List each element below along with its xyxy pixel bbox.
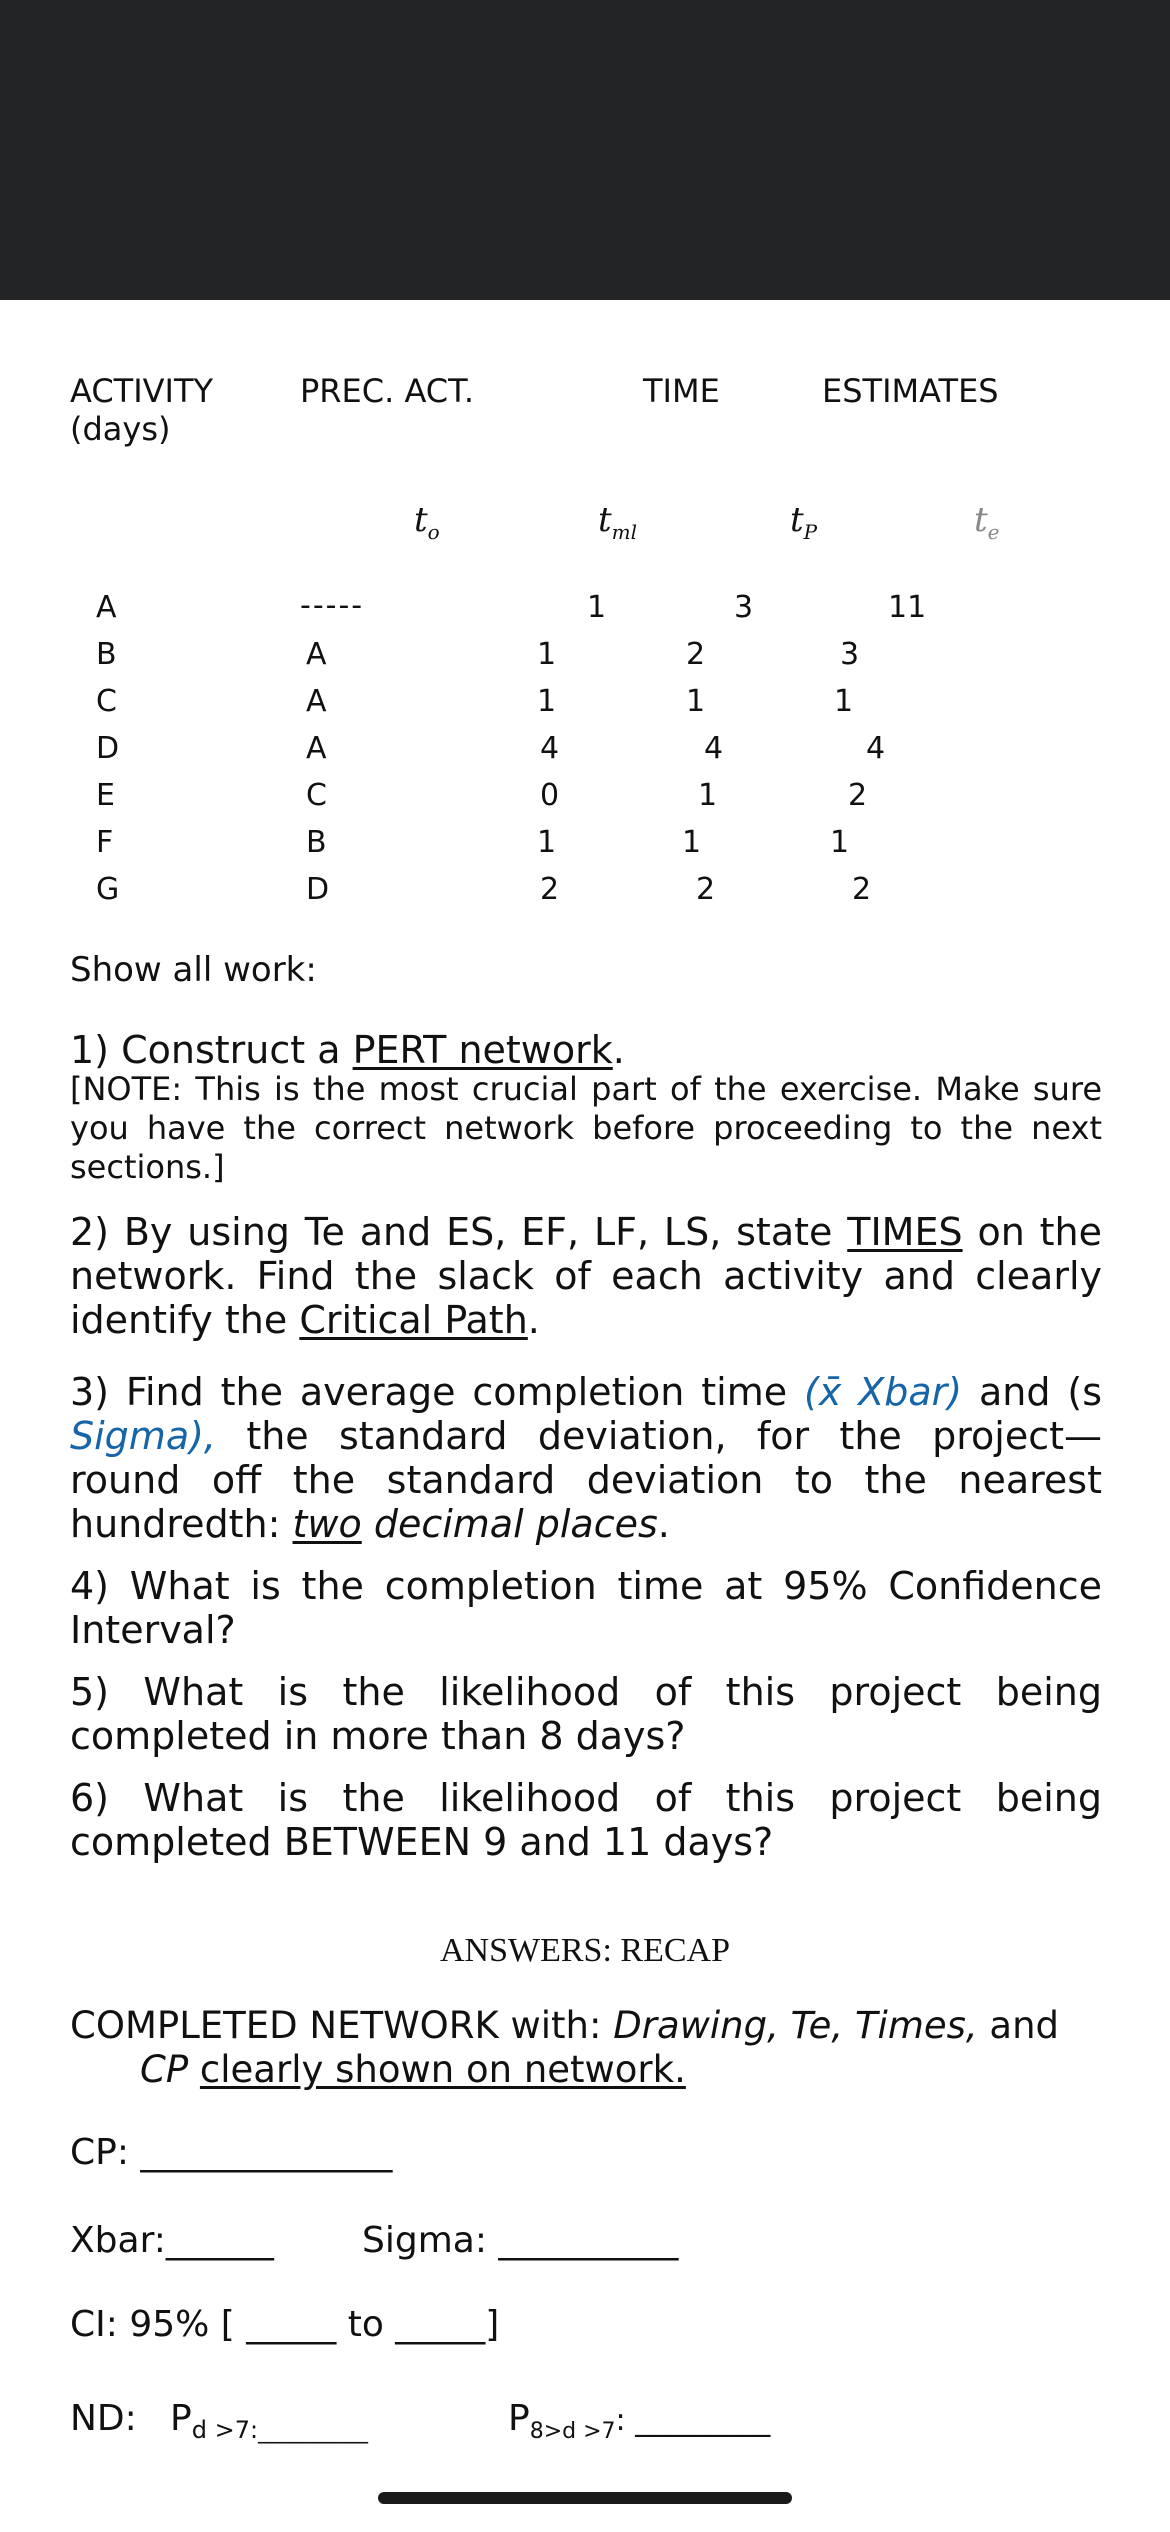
table-cell-tml: 1 (698, 778, 718, 813)
answer-cp: CP: ______________ (70, 2132, 393, 2173)
table-cell-to: 1 (537, 825, 557, 860)
subheader-tml: $t_{ml}$ (598, 500, 638, 544)
home-indicator[interactable] (378, 2492, 792, 2504)
table-cell-activity: G (96, 872, 120, 907)
header-prec-act: PREC. ACT. (300, 372, 475, 410)
question-3: 3) Find the average completion time (x̄ Xbar) and (s Sigma), the standard deviation, for the project— round off the standard deviation to the nearest hundredth: two decimal places. (70, 1370, 1102, 1546)
answer-xbar: Xbar:______ (70, 2220, 274, 2261)
header-days: (days) (70, 410, 171, 448)
table-cell-to: 1 (537, 684, 557, 719)
question-2: 2) By using Te and ES, EF, LF, LS, state TIMES on the network. Find the slack of each activity and clearly identify the Critical Path. (70, 1210, 1102, 1342)
table-cell-tml: 1 (682, 825, 702, 860)
table-cell-activity: F (96, 825, 114, 860)
top-dark-banner (0, 0, 1170, 300)
table-cell-prec: A (306, 731, 327, 766)
table-cell-prec: A (306, 684, 327, 719)
table-cell-to: 2 (540, 872, 560, 907)
answer-nd-p1: $P_{d >7:\_\_\_\_\_\_\_\_\_\_}$ (170, 2398, 369, 2445)
subheader-tp: $t_P$ (790, 500, 818, 544)
answers-completed-network: COMPLETED NETWORK with: Drawing, Te, Times, and CP clearly shown on network. (70, 2004, 1060, 2091)
table-cell-activity: C (96, 684, 117, 719)
table-cell-prec: D (306, 872, 330, 907)
question-4: 4) What is the completion time at 95% Confidence Interval? (70, 1564, 1102, 1652)
header-estimates: ESTIMATES (822, 372, 999, 410)
table-cell-activity: A (96, 590, 117, 625)
question-5: 5) What is the likelihood of this project being completed in more than 8 days? (70, 1670, 1102, 1758)
table-cell-tml: 4 (704, 731, 724, 766)
table-cell-activity: D (96, 731, 120, 766)
table-cell-tp: 2 (852, 872, 872, 907)
table-cell-tp: 1 (830, 825, 850, 860)
table-cell-tml: 3 (734, 590, 754, 625)
table-cell-to: 0 (540, 778, 560, 813)
table-cell-tml: 1 (686, 684, 706, 719)
answer-nd-p2: $P_{8>d >7}$: _________ (508, 2398, 771, 2445)
show-all-work: Show all work: (70, 950, 317, 990)
table-cell-tp: 11 (888, 590, 927, 625)
table-cell-tp: 3 (840, 637, 860, 672)
table-cell-tp: 4 (866, 731, 886, 766)
table-cell-tp: 2 (848, 778, 868, 813)
answer-ci: CI: 95% [ _____ to _____] (70, 2304, 500, 2345)
answers-title: ANSWERS: RECAP (440, 1932, 730, 1969)
question-1: 1) Construct a PERT network. (70, 1028, 625, 1072)
table-cell-prec: A (306, 637, 327, 672)
subheader-to: $t_o$ (414, 500, 440, 544)
table-cell-tml: 2 (696, 872, 716, 907)
header-time: TIME (643, 372, 720, 410)
pert-network-term: PERT network (352, 1028, 613, 1072)
header-activity: ACTIVITY (70, 372, 214, 410)
table-cell-to: 4 (540, 731, 560, 766)
table-cell-activity: B (96, 637, 117, 672)
question-1-note: [NOTE: This is the most crucial part of the exercise. Make sure you have the correct network before proceeding to the next sections.] (70, 1070, 1102, 1186)
table-cell-activity: E (96, 778, 115, 813)
table-cell-tp: 1 (834, 684, 854, 719)
table-cell-to: 1 (537, 637, 557, 672)
subheader-te: $t_e$ (974, 500, 1000, 544)
table-cell-prec: C (306, 778, 327, 813)
table-cell-prec: ----- (300, 588, 365, 623)
question-6: 6) What is the likelihood of this project being completed BETWEEN 9 and 11 days? (70, 1776, 1102, 1864)
table-cell-tml: 2 (686, 637, 706, 672)
table-cell-prec: B (306, 825, 327, 860)
answer-sigma: Sigma: __________ (362, 2220, 679, 2261)
answer-nd-label: ND: (70, 2398, 137, 2439)
table-cell-to: 1 (587, 590, 607, 625)
